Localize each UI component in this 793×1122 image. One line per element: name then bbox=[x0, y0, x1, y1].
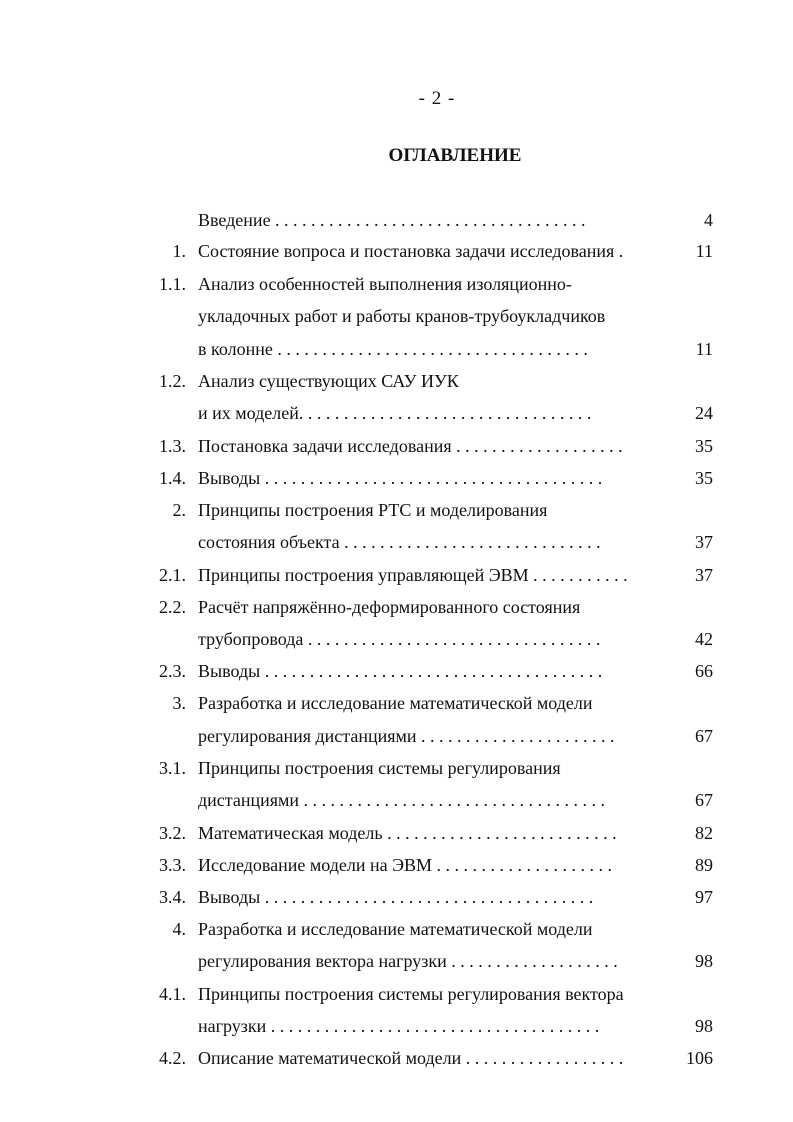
toc-entry bbox=[0, 594, 793, 620]
toc-entry bbox=[0, 658, 793, 684]
document-title: ОГЛАВЛЕНИЕ bbox=[388, 145, 522, 166]
toc-entry-number: 4.1. bbox=[159, 984, 186, 1004]
toc-entry bbox=[0, 723, 793, 749]
toc-entry-title: Выводы . . . . . . . . . . . . . . . . . . . . . . . . . . . . . . . . . . . . . . bbox=[198, 661, 603, 681]
toc-entry bbox=[0, 916, 793, 942]
toc-entry-number: 2.1. bbox=[159, 565, 186, 585]
toc-entry bbox=[0, 820, 793, 846]
toc-entry-page: 98 bbox=[695, 951, 713, 971]
toc-entry-page: 24 bbox=[695, 403, 713, 423]
toc-entry-title: Принципы построения управляющей ЭВМ . . . . . . . . . . . bbox=[198, 565, 628, 585]
toc-entry bbox=[0, 336, 793, 362]
toc-entry bbox=[0, 690, 793, 716]
toc-entry-title: Описание математической модели . . . . . . . . . . . . . . . . . . bbox=[198, 1048, 624, 1068]
toc-entry-number: 3.2. bbox=[159, 823, 186, 843]
toc-entry-page: 35 bbox=[695, 436, 713, 456]
toc-entry bbox=[0, 755, 793, 781]
toc-entry-page: 11 bbox=[695, 339, 713, 359]
toc-entry-title: регулирования вектора нагрузки . . . . . . . . . . . . . . . . . . . bbox=[198, 951, 618, 971]
toc-entry-number: 3.4. bbox=[159, 887, 186, 907]
toc-entry-title: Анализ особенностей выполнения изоляционно- bbox=[198, 274, 572, 294]
toc-entry bbox=[0, 562, 793, 588]
toc-entry bbox=[0, 400, 793, 426]
toc-entry-title: Расчёт напряжённо-деформированного состояния bbox=[198, 597, 581, 617]
toc-entry-title: Выводы . . . . . . . . . . . . . . . . . . . . . . . . . . . . . . . . . . . . . bbox=[198, 887, 594, 907]
toc-entry bbox=[0, 1045, 793, 1071]
toc-entry-title: Исследование модели на ЭВМ . . . . . . . . . . . . . . . . . . . . bbox=[198, 855, 613, 875]
toc-entry-title: Анализ существующих САУ ИУК bbox=[198, 371, 459, 391]
toc-entry-page: 4 bbox=[704, 210, 713, 230]
toc-entry-title: дистанциями . . . . . . . . . . . . . . . . . . . . . . . . . . . . . . . . . . bbox=[198, 790, 606, 810]
toc-entry-number: 2.3. bbox=[159, 661, 186, 681]
toc-entry-title: Принципы построения системы регулирования bbox=[198, 758, 561, 778]
toc-entry-page: 82 bbox=[695, 823, 713, 843]
toc-entry-number: 1.4. bbox=[159, 468, 186, 488]
toc-entry-page: 37 bbox=[695, 532, 713, 552]
toc-entry-title: Разработка и исследование математической модели bbox=[198, 693, 593, 713]
toc-entry-page: 66 bbox=[695, 661, 713, 681]
toc-entry-page: 98 bbox=[695, 1016, 713, 1036]
toc-entry-number: 1. bbox=[172, 241, 186, 261]
toc-entry-title: Введение . . . . . . . . . . . . . . . . . . . . . . . . . . . . . . . . . . . bbox=[198, 210, 586, 230]
toc-entry-title: регулирования дистанциями . . . . . . . . . . . . . . . . . . . . . . bbox=[198, 726, 615, 746]
toc-entry-title: Принципы построения системы регулирования вектора bbox=[198, 984, 624, 1004]
toc-entry-title: Принципы построения РТС и моделирования bbox=[198, 500, 548, 520]
toc-entry-page: 67 bbox=[695, 726, 713, 746]
toc-entry bbox=[0, 368, 793, 394]
toc-entry-title: трубопровода . . . . . . . . . . . . . . . . . . . . . . . . . . . . . . . . . bbox=[198, 629, 601, 649]
toc-entry-number: 3.3. bbox=[159, 855, 186, 875]
toc-entry bbox=[0, 238, 793, 264]
toc-entry-page: 11 bbox=[695, 241, 713, 261]
toc-entry bbox=[0, 884, 793, 910]
toc-entry bbox=[0, 787, 793, 813]
toc-entry bbox=[0, 497, 793, 523]
toc-entry-page: 42 bbox=[695, 629, 713, 649]
toc-entry-title: Выводы . . . . . . . . . . . . . . . . . . . . . . . . . . . . . . . . . . . . . . bbox=[198, 468, 603, 488]
toc-entry-number: 1.1. bbox=[159, 274, 186, 294]
toc-entry-number: 2.2. bbox=[159, 597, 186, 617]
toc-entry-title: нагрузки . . . . . . . . . . . . . . . . . . . . . . . . . . . . . . . . . . . . . bbox=[198, 1016, 600, 1036]
toc-entry-number: 2. bbox=[172, 500, 186, 520]
toc-entry-title: Разработка и исследование математической модели bbox=[198, 919, 593, 939]
toc-entry-title: укладочных работ и работы кранов-трубоукладчиков bbox=[198, 306, 606, 326]
toc-entry-number: 1.3. bbox=[159, 436, 186, 456]
toc-entry-page: 106 bbox=[686, 1048, 713, 1068]
toc-entry-page: 97 bbox=[695, 887, 713, 907]
toc-entry bbox=[0, 948, 793, 974]
toc-entry-number: 3. bbox=[172, 693, 186, 713]
toc-entry bbox=[0, 271, 793, 297]
toc-entry-title: Постановка задачи исследования . . . . . . . . . . . . . . . . . . . bbox=[198, 436, 623, 456]
toc-entry bbox=[0, 303, 793, 329]
toc-entry-title: Состояние вопроса и постановка задачи исследования . bbox=[198, 241, 624, 261]
toc-entry bbox=[0, 433, 793, 459]
toc-entry-page: 37 bbox=[695, 565, 713, 585]
toc-entry-title: состояния объекта . . . . . . . . . . . . . . . . . . . . . . . . . . . . . bbox=[198, 532, 601, 552]
toc-entry-title: и их моделей. . . . . . . . . . . . . . . . . . . . . . . . . . . . . . . . . bbox=[198, 403, 592, 423]
toc-entry-number: 3.1. bbox=[159, 758, 186, 778]
toc-entry bbox=[0, 626, 793, 652]
toc-entry bbox=[0, 207, 793, 233]
toc-entry-page: 89 bbox=[695, 855, 713, 875]
toc-entry-number: 4.2. bbox=[159, 1048, 186, 1068]
toc-entry-title: Математическая модель . . . . . . . . . . . . . . . . . . . . . . . . . . bbox=[198, 823, 617, 843]
toc-entry bbox=[0, 465, 793, 491]
toc-entry-page: 35 bbox=[695, 468, 713, 488]
toc-entry-page: 67 bbox=[695, 790, 713, 810]
page-number: - 2 - bbox=[418, 88, 456, 109]
toc-entry bbox=[0, 1013, 793, 1039]
toc-entry bbox=[0, 852, 793, 878]
toc-entry bbox=[0, 981, 793, 1007]
toc-entry-number: 1.2. bbox=[159, 371, 186, 391]
toc-entry-number: 4. bbox=[172, 919, 186, 939]
toc-entry-title: в колонне . . . . . . . . . . . . . . . . . . . . . . . . . . . . . . . . . . . bbox=[198, 339, 588, 359]
toc-entry bbox=[0, 529, 793, 555]
